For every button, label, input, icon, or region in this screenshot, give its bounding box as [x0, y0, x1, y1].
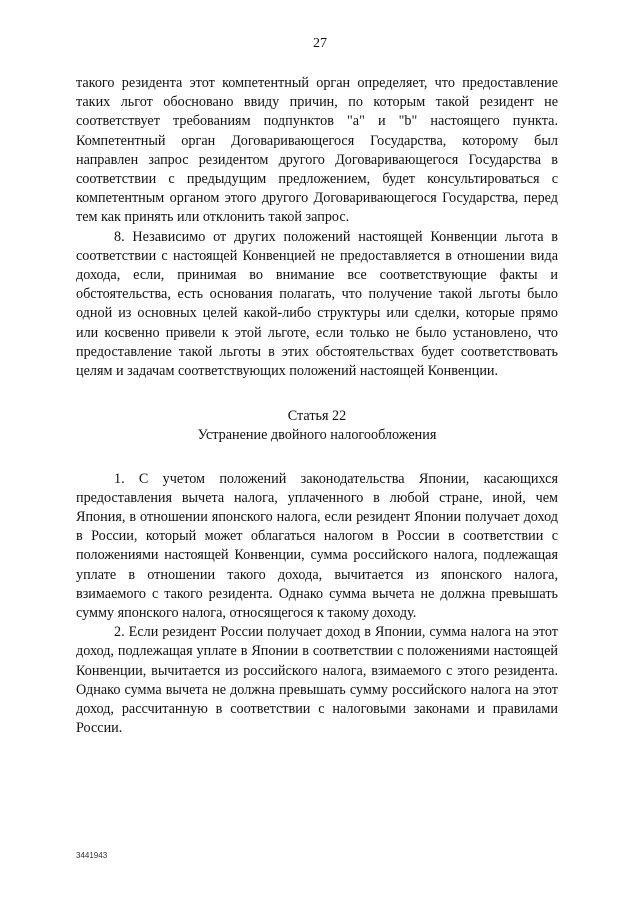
- document-body: [76, 74, 558, 739]
- paragraph-8: 8. Независимо от других положений настоящей Конвенции льгота в соответствии с настоящей Конвенцией не предоставляется в отношении вида дохода, если, принимая во внимание все соответствующие факты и обстоятельства, есть основания полагать, что получение такой льготы было одной из основных целей какой-либо структуры или сделки, которые прямо или косвенно привели к этой льготе, если только не было установлено, что предоставление такой льготы в этих обстоятельствах будет соответствовать целям и задачам соответствующих положений настоящей Конвенции.: [76, 228, 558, 380]
- document-code: 3441943: [76, 851, 108, 860]
- article-paragraph-2: 2. Если резидент России получает доход в Японии, сумма налога на этот доход, подлежащая уплате в Японии в соответствии с положениями настоящей Конвенции, вычитается из российского налога, взимаемого с этого резидента. Однако сумма вычета не должна превышать сумму российского налога на этот доход, рассчитанную в соответствии с налоговыми законами и правилами России.: [76, 624, 558, 737]
- article-body: [76, 470, 558, 739]
- page-number: 27: [313, 36, 327, 51]
- article-title: Устранение двойного налогообложения: [197, 427, 437, 444]
- article-paragraph-1: 1. С учетом положений законодательства Японии, касающихся предоставления вычета налога, уплаченного в любой стране, иной, чем Япония, в отношении японского налога, если резидент Японии получает доход в России, который может облагаться налогом в России в соответствии с положениями настоящей Конвенции, сумма российского налога, подлежащая уплате в отношении такого дохода, вычитается из японского налога, взимаемого с такого резидента. Однако сумма вычета не должна превышать сумму японского налога, относящегося к такому доходу.: [76, 470, 558, 622]
- article-heading: [76, 407, 558, 445]
- paragraph-continuation: такого резидента этот компетентный орган определяет, что предоставление таких льгот обосновано ввиду причин, по которым такой резидент не соответствует требованиям подпунктов "a" и "b" настоящего пункта. Компетентный орган Договаривающегося Государства, которому был направлен запрос резидентом другого Договаривающегося Государства в соответствии с предыдущим предложением, будет консультироваться с компетентным органом этого другого Договаривающегося Государства, перед тем как принять или отклонить такой запрос.: [76, 75, 558, 226]
- article-number: Статья 22: [287, 408, 347, 425]
